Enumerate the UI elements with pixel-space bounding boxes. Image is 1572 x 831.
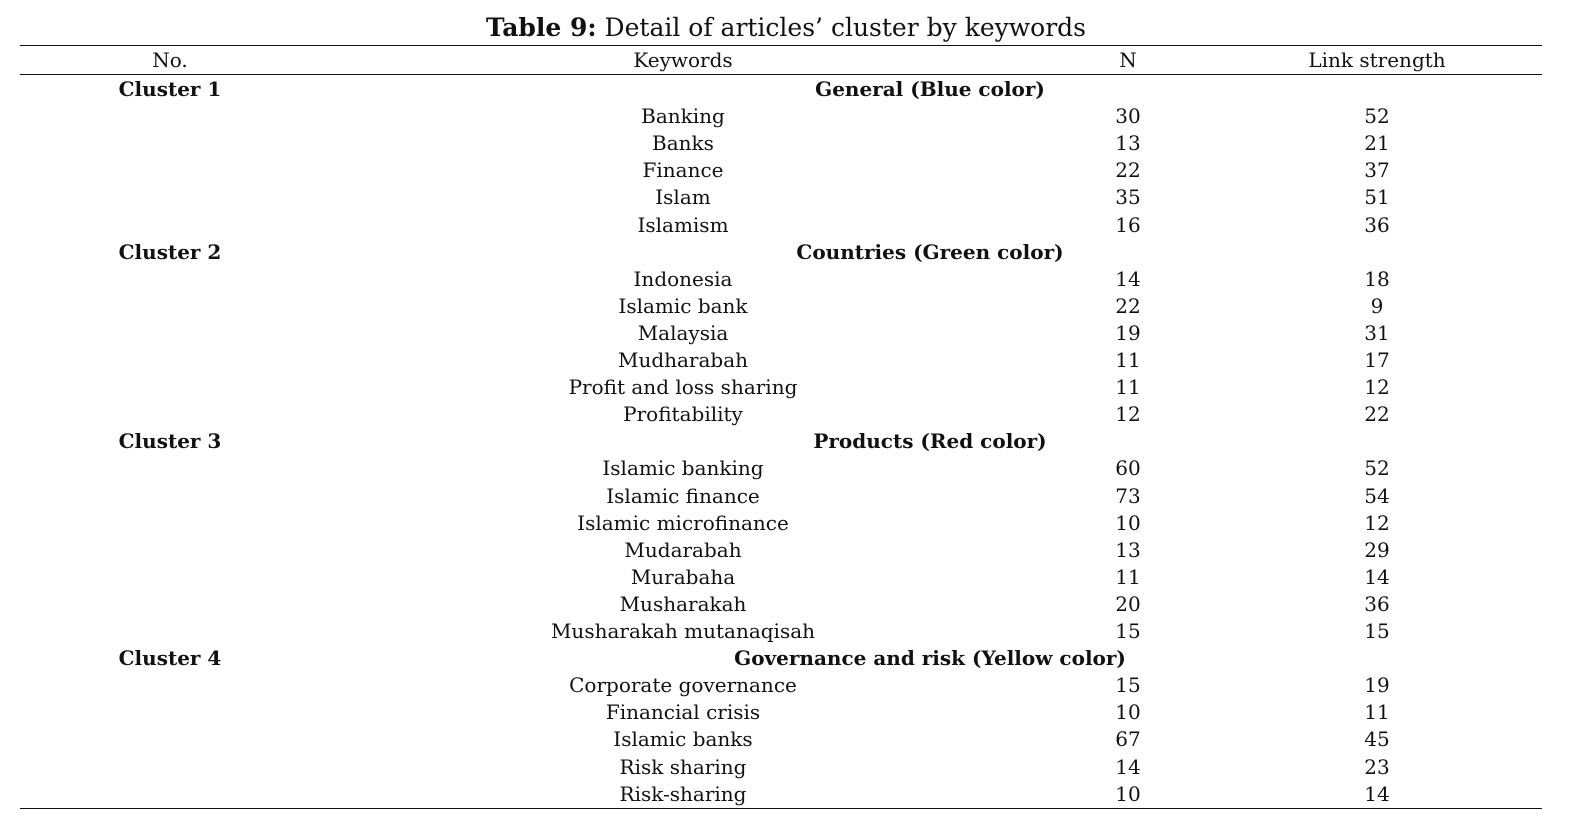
keyword-cell: Corporate governance [569, 673, 797, 698]
keyword-cell: Islamic banks [613, 727, 753, 752]
table-caption-label: Table 9: [485, 13, 597, 42]
link-strength-cell: 21 [1364, 131, 1390, 156]
link-strength-cell: 12 [1364, 375, 1390, 400]
cluster-title: General (Blue color) [815, 77, 1045, 101]
keyword-cell: Banks [652, 131, 714, 156]
n-cell: 22 [1115, 158, 1141, 183]
cluster-title: Governance and risk (Yellow color) [734, 646, 1126, 671]
keyword-cell: Finance [642, 158, 724, 183]
keyword-cell: Malaysia [637, 320, 729, 345]
keyword-cell: Musharakah mutanaqisah [550, 619, 816, 643]
link-strength-cell: 29 [1364, 537, 1390, 562]
n-cell: 16 [1115, 212, 1141, 237]
cluster-label: Cluster 4 [118, 646, 222, 671]
header-link-strength: Link strength [1308, 48, 1446, 72]
keyword-cell: Islamic finance [606, 483, 760, 508]
link-strength-cell: 37 [1364, 158, 1390, 183]
keyword-cell: Risk sharing [619, 754, 747, 779]
keyword-cell: Islamic bank [618, 293, 748, 318]
link-strength-cell: 51 [1364, 185, 1390, 210]
n-cell: 22 [1115, 293, 1141, 318]
link-strength-cell: 12 [1364, 510, 1390, 535]
n-cell: 35 [1115, 185, 1141, 210]
n-cell: 10 [1115, 700, 1141, 725]
n-cell: 13 [1115, 537, 1141, 562]
n-cell: 30 [1115, 104, 1141, 129]
n-cell: 60 [1115, 456, 1141, 481]
n-cell: 10 [1115, 510, 1141, 535]
cluster-label: Cluster 2 [118, 239, 222, 264]
top-rule [20, 45, 1542, 46]
n-cell: 14 [1115, 754, 1141, 779]
keyword-cell: Mudarabah [624, 537, 742, 562]
link-strength-cell: 54 [1364, 483, 1390, 508]
keyword-cell: Profit and loss sharing [568, 375, 798, 400]
n-cell: 11 [1115, 564, 1141, 589]
header-n: N [1119, 48, 1137, 72]
cluster-label: Cluster 1 [118, 77, 222, 101]
keyword-cell: Islam [655, 185, 711, 210]
link-strength-cell: 14 [1364, 564, 1390, 589]
n-cell: 15 [1115, 619, 1141, 643]
link-strength-cell: 52 [1364, 456, 1390, 481]
n-cell: 10 [1115, 781, 1141, 806]
header-keywords: Keywords [633, 48, 733, 72]
n-cell: 19 [1115, 320, 1141, 345]
n-cell: 11 [1115, 348, 1141, 372]
keyword-cell: Indonesia [633, 266, 733, 291]
link-strength-cell: 31 [1364, 320, 1390, 345]
header-no: No. [152, 48, 188, 72]
link-strength-cell: 36 [1364, 591, 1390, 616]
link-strength-cell: 17 [1364, 348, 1390, 372]
link-strength-cell: 11 [1364, 700, 1390, 725]
n-cell: 67 [1115, 727, 1141, 752]
link-strength-cell: 22 [1364, 402, 1390, 427]
n-cell: 15 [1115, 673, 1141, 698]
link-strength-cell: 19 [1364, 673, 1390, 698]
n-cell: 14 [1115, 266, 1141, 291]
bottom-rule [20, 808, 1542, 809]
n-cell: 11 [1115, 375, 1141, 400]
keyword-cell: Risk-sharing [619, 781, 747, 806]
keyword-cell: Profitability [623, 402, 743, 427]
link-strength-cell: 36 [1364, 212, 1390, 237]
n-cell: 12 [1115, 402, 1141, 427]
keyword-cell: Musharakah [619, 591, 747, 616]
keyword-cell: Islamic banking [602, 456, 764, 481]
keyword-cell: Islamic microfinance [577, 510, 789, 535]
n-cell: 20 [1115, 591, 1141, 616]
cluster-label: Cluster 3 [118, 429, 222, 454]
link-strength-cell: 18 [1364, 266, 1390, 291]
keyword-cell: Financial crisis [605, 700, 761, 725]
header-rule [20, 74, 1542, 75]
cluster-title: Countries (Green color) [796, 239, 1064, 264]
link-strength-cell: 15 [1364, 619, 1390, 643]
link-strength-cell: 9 [1370, 293, 1384, 318]
table-caption-text: Detail of articles’ cluster by keywords [596, 13, 1086, 42]
keyword-cell: Mudharabah [617, 348, 749, 372]
n-cell: 13 [1115, 131, 1141, 156]
link-strength-cell: 45 [1364, 727, 1390, 752]
keyword-cell: Islamism [637, 212, 729, 237]
keyword-cell: Banking [641, 104, 725, 129]
cluster-title: Products (Red color) [813, 429, 1047, 454]
keyword-cell: Murabaha [630, 564, 736, 589]
n-cell: 73 [1115, 483, 1141, 508]
table-caption [0, 12, 1572, 44]
link-strength-cell: 23 [1364, 754, 1390, 779]
link-strength-cell: 52 [1364, 104, 1390, 129]
link-strength-cell: 14 [1364, 781, 1390, 806]
